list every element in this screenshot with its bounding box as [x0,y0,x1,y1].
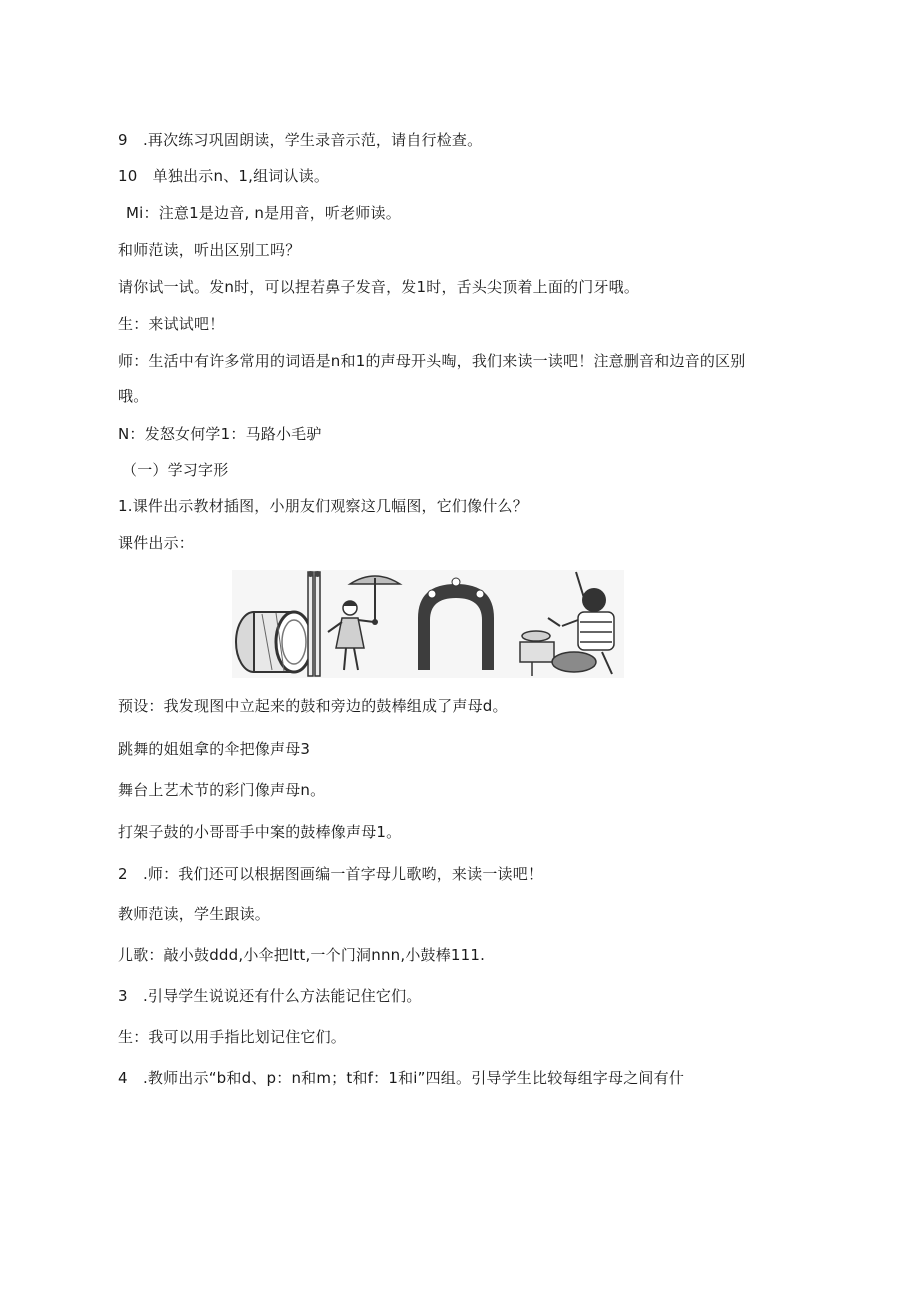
paragraph-teacher-words-cont: 哦。 [118,387,149,405]
paragraph-preset-n: 舞台上艺术节的彩门像声母n。 [118,781,326,799]
paragraph-courseware-show: 课件出示： [118,534,195,552]
drum-icon [236,612,312,672]
paragraph-student-try: 生：来试试吧！ [118,315,225,333]
paragraph-listen: 和师范读，听出区别工吗？ [118,241,301,259]
section-heading-glyph-form: （一）学习字形 [122,461,229,479]
paragraph-step-1: 1.课件出示教材插图，小朋友们观察这几幅图，它们像什么？ [118,497,528,515]
paragraph-preset-t: 跳舞的姐姐拿的伞把像声母3 [118,740,311,758]
paragraph-preset-d: 预设：我发现图中立起来的鼓和旁边的鼓棒组成了声母d。 [118,697,508,715]
paragraph-nursery-rhyme: 儿歌：敲小鼓ddd,小伞把ltt,一个门洞nnn,小鼓棒111. [118,946,486,964]
paragraph-step-4: 4 .教师出示“b和d、p：n和m；t和f：1和i”四组。引导学生比较每组字母之间有什 [118,1069,685,1087]
paragraph-step-2: 2 .师：我们还可以根据图画编一首字母儿歌哟，来读一读吧！ [118,865,544,883]
paragraph-step-10: 10 单独出示n、1,组词认读。 [118,167,330,185]
paragraph-follow-read: 教师范读，学生跟读。 [118,905,271,923]
paragraph-preset-l: 打架子鼓的小哥哥手中案的鼓棒像声母1。 [118,823,402,841]
paragraph-step-9: 9 .再次练习巩固朗读，学生录音示范，请自行检查。 [118,131,483,149]
paragraph-step-3: 3 .引导学生说说还有什么方法能记住它们。 [118,987,422,1005]
textbook-illustration [232,570,624,678]
paragraph-teacher-note: Mi：注意1是边音, n是用音，听老师读。 [126,204,401,222]
paragraph-student-answer: 生：我可以用手指比划记住它们。 [118,1028,347,1046]
paragraph-word-examples: N：发怒女何学1：马路小毛驴 [118,425,322,443]
paragraph-teacher-words: 师：生活中有许多常用的词语是n和1的声母开头啕，我们来读一读吧！注意删音和边音的区别 [118,352,746,370]
paragraph-try: 请你试一试。发n时，可以捏若鼻子发音，发1时，舌头尖顶着上面的门牙哦。 [118,278,640,296]
